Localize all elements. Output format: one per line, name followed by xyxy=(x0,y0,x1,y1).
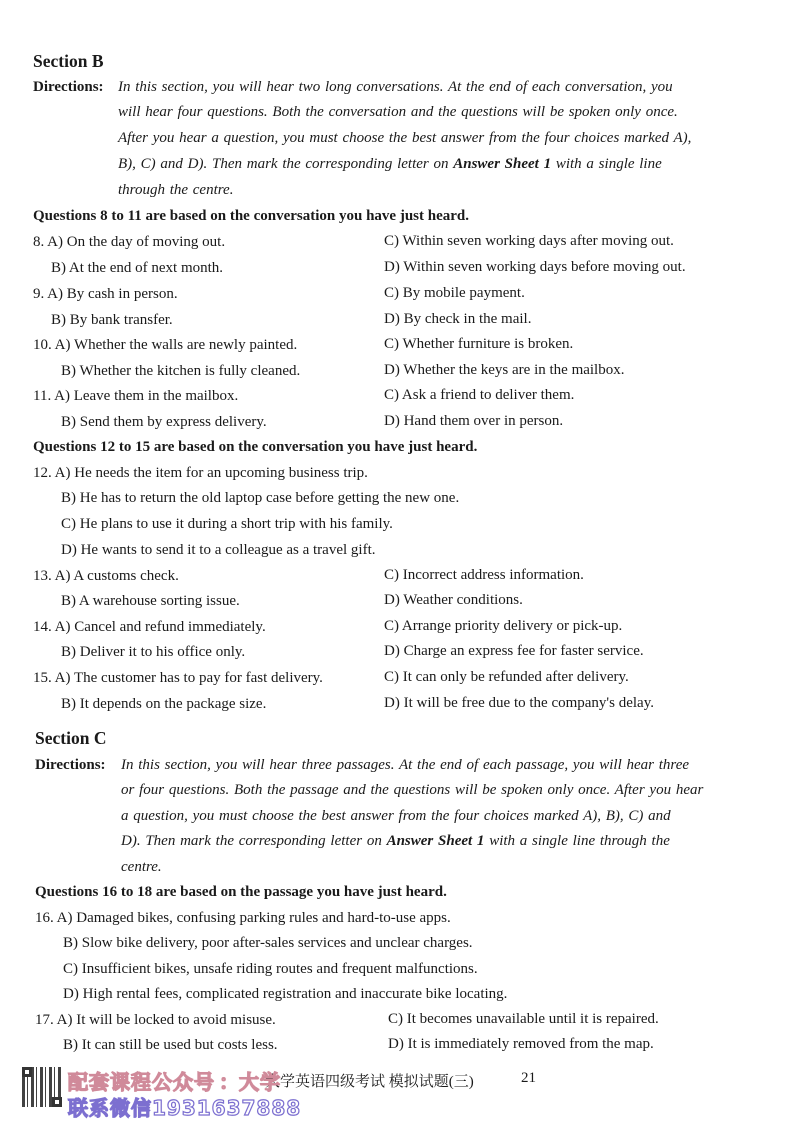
q8-option-a: 8. A) On the day of moving out. xyxy=(33,234,226,250)
q15-option-c: C) It can only be refunded after delivery. xyxy=(384,669,629,685)
section-b-directions-line: In this section, you will hear two long conversations. At the end of each conversation, you xyxy=(118,79,673,95)
q8-option-b: B) At the end of next month. xyxy=(51,260,224,276)
q13-option-c: C) Incorrect address information. xyxy=(384,567,584,583)
qr-code-icon xyxy=(22,1067,62,1107)
section-b-directions-line: will hear four questions. Both the conversation and the questions will be spoken only once. xyxy=(118,104,678,120)
q14-option-d: D) Charge an express fee for faster service. xyxy=(384,643,644,659)
q9-option-a: 9. A) By cash in person. xyxy=(33,286,178,302)
q10-option-d: D) Whether the keys are in the mailbox. xyxy=(384,362,625,378)
section-b-directions-line: through the centre. xyxy=(118,182,234,198)
answer-sheet-ref: Answer Sheet 1 xyxy=(386,833,485,849)
q12-option-a: 12. A) He needs the item for an upcoming business trip. xyxy=(33,465,368,481)
q11-option-c: C) Ask a friend to deliver them. xyxy=(384,387,575,403)
q10-option-c: C) Whether furniture is broken. xyxy=(384,336,574,352)
section-b-title: Section B xyxy=(33,51,104,71)
q17-option-b: B) It can still be used but costs less. xyxy=(63,1037,278,1053)
question-group-heading: Questions 8 to 11 are based on the conversation you have just heard. xyxy=(33,208,469,224)
q13-option-d: D) Weather conditions. xyxy=(384,592,523,608)
section-c-directions-line: centre. xyxy=(121,859,162,875)
q9-option-b: B) By bank transfer. xyxy=(51,312,173,328)
q15-option-b: B) It depends on the package size. xyxy=(61,696,267,712)
q12-option-d: D) He wants to send it to a colleague as a travel gift. xyxy=(61,542,376,558)
q11-option-a: 11. A) Leave them in the mailbox. xyxy=(33,388,239,404)
q17-option-c: C) It becomes unavailable until it is repaired. xyxy=(388,1011,659,1027)
q15-option-a: 15. A) The customer has to pay for fast delivery. xyxy=(33,670,323,686)
q9-option-d: D) By check in the mail. xyxy=(384,311,532,327)
section-b-directions-label: Directions: xyxy=(33,79,104,95)
q14-option-b: B) Deliver it to his office only. xyxy=(61,644,246,660)
section-c-directions-label: Directions: xyxy=(35,757,106,773)
section-b-directions-line: After you hear a question, you must choose the best answer from the four choices marked A), xyxy=(118,130,692,146)
q10-option-b: B) Whether the kitchen is fully cleaned. xyxy=(61,363,301,379)
q16-option-d: D) High rental fees, complicated registration and inaccurate bike locating. xyxy=(63,986,508,1002)
answer-sheet-ref: Answer Sheet 1 xyxy=(453,156,552,172)
q14-option-a: 14. A) Cancel and refund immediately. xyxy=(33,619,266,635)
section-c-directions-line: D). Then mark the corresponding letter on Answer Sheet 1 with a single line through the xyxy=(121,833,670,849)
q11-option-d: D) Hand them over in person. xyxy=(384,413,564,429)
q14-option-c: C) Arrange priority delivery or pick-up. xyxy=(384,618,623,634)
q12-option-c: C) He plans to use it during a short trip with his family. xyxy=(61,516,393,532)
section-c-title: Section C xyxy=(35,728,107,748)
q8-option-d: D) Within seven working days before moving out. xyxy=(384,259,686,275)
question-group-heading: Questions 12 to 15 are based on the conversation you have just heard. xyxy=(33,439,478,455)
footer-page-number: 21 xyxy=(521,1070,536,1086)
watermark-line2: 联系微信1931637888 xyxy=(68,1096,302,1120)
q8-option-c: C) Within seven working days after moving out. xyxy=(384,233,674,249)
q16-option-c: C) Insufficient bikes, unsafe riding routes and frequent malfunctions. xyxy=(63,961,478,977)
section-c-directions-line: a question, you must choose the best answer from the four choices marked A), B), C) and xyxy=(121,808,671,824)
q13-option-b: B) A warehouse sorting issue. xyxy=(61,593,240,609)
q16-option-a: 16. A) Damaged bikes, confusing parking rules and hard-to-use apps. xyxy=(35,910,451,926)
section-c-directions-line: In this section, you will hear three passages. At the end of each passage, you will hear three xyxy=(121,757,690,773)
section-b-directions-line: B), C) and D). Then mark the corresponding letter on Answer Sheet 1 with a single line xyxy=(118,156,662,172)
q9-option-c: C) By mobile payment. xyxy=(384,285,525,301)
footer-book-title: 大学英语四级考试 模拟试题(三) xyxy=(265,1074,474,1090)
q16-option-b: B) Slow bike delivery, poor after-sales services and unclear charges. xyxy=(63,935,473,951)
q11-option-b: B) Send them by express delivery. xyxy=(61,414,267,430)
q13-option-a: 13. A) A customs check. xyxy=(33,568,179,584)
question-group-heading: Questions 16 to 18 are based on the passage you have just heard. xyxy=(35,884,447,900)
q17-option-d: D) It is immediately removed from the map. xyxy=(388,1036,654,1052)
q12-option-b: B) He has to return the old laptop case before getting the new one. xyxy=(61,490,460,506)
watermark-line1: 配套课程公众号 ：大学 xyxy=(68,1070,281,1094)
q10-option-a: 10. A) Whether the walls are newly painted. xyxy=(33,337,298,353)
q15-option-d: D) It will be free due to the company's delay. xyxy=(384,695,654,711)
section-c-directions-line: or four questions. Both the passage and the questions will be spoken only once. After you hear xyxy=(121,782,704,798)
q17-option-a: 17. A) It will be locked to avoid misuse. xyxy=(35,1012,276,1028)
